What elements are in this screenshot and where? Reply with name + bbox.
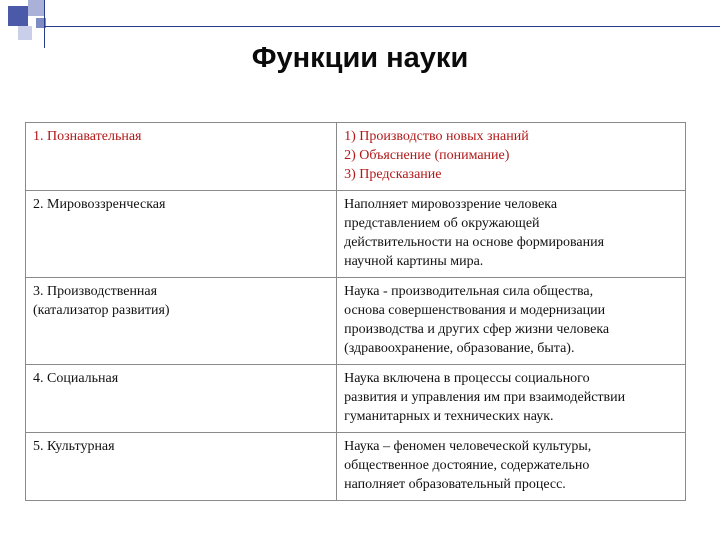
function-description-line: гуманитарных и технических наук.: [344, 409, 554, 424]
function-description-line: Наука – феномен человеческой культуры,: [344, 439, 592, 454]
function-name-line: 2. Мировоззренческая: [33, 197, 166, 212]
decor-square-small: [28, 0, 44, 16]
table-row: [26, 191, 686, 278]
function-description-line: производства и других сфер жизни человека: [344, 322, 610, 337]
slide-decoration: [0, 0, 720, 48]
function-description-line: Наука включена в процессы социального: [344, 371, 590, 386]
function-description: [337, 433, 686, 501]
function-name-line: 5. Культурная: [33, 439, 115, 454]
function-name-line: 4. Социальная: [33, 371, 119, 386]
table-row: [26, 123, 686, 191]
function-description: [337, 278, 686, 365]
function-description-line: 3) Предсказание: [344, 167, 442, 182]
functions-table: [25, 122, 686, 501]
function-description-line: 2) Объяснение (понимание): [344, 148, 510, 163]
page-title: Функции науки: [251, 42, 469, 74]
function-name-line: 1. Познавательная: [33, 129, 142, 144]
function-description-line: общественное достояние, содержательно: [344, 458, 590, 473]
function-description-line: действительности на основе формирования: [344, 235, 605, 250]
function-description-line: развития и управления им при взаимодействии: [344, 390, 626, 405]
function-name: [26, 191, 337, 278]
function-description-line: основа совершенствования и модернизации: [344, 303, 606, 318]
table-row: [26, 365, 686, 433]
decor-square-small: [18, 26, 32, 40]
function-name: [26, 278, 337, 365]
decor-horizontal-line: [44, 26, 720, 27]
table-row: [26, 433, 686, 501]
function-name-line: (катализатор развития): [33, 303, 170, 318]
function-name: [26, 365, 337, 433]
function-name: [26, 123, 337, 191]
function-description-line: научной картины мира.: [344, 254, 484, 269]
function-description-line: (здравоохранение, образование, быта).: [344, 341, 575, 356]
function-description-line: представлением об окружающей: [344, 216, 540, 231]
function-description-line: Наука - производительная сила общества,: [344, 284, 594, 299]
function-description: [337, 191, 686, 278]
function-description-line: наполняет образовательный процесс.: [344, 477, 566, 492]
function-description: [337, 365, 686, 433]
function-description-line: 1) Производство новых знаний: [344, 129, 529, 144]
function-name-line: 3. Производственная: [33, 284, 158, 299]
table-row: [26, 278, 686, 365]
function-description: [337, 123, 686, 191]
function-description-line: Наполняет мировоззрение человека: [344, 197, 558, 212]
function-name: [26, 433, 337, 501]
decor-vertical-line: [44, 0, 45, 48]
decor-square-large: [8, 6, 28, 26]
